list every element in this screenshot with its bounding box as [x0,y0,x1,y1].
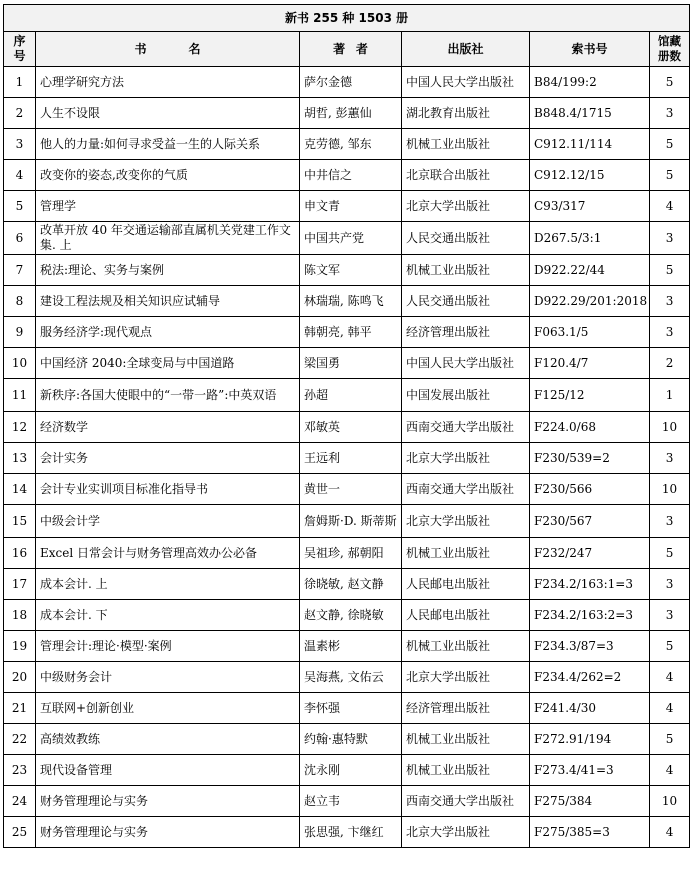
table-row [4,693,690,724]
cell-num: 21 [4,693,36,724]
cell-call-number: B84/199:2 [530,67,650,98]
cell-author: 温素彬 [300,631,402,662]
table-row [4,474,690,505]
cell-publisher: 机械工业出版社 [402,255,530,286]
cell-call-number: C93/317 [530,191,650,222]
cell-holdings: 5 [650,724,690,755]
cell-call-number: F234.3/87=3 [530,631,650,662]
cell-publisher: 北京大学出版社 [402,817,530,848]
cell-title: 经济数学 [36,412,300,443]
cell-publisher: 人民邮电出版社 [402,569,530,600]
cell-holdings: 5 [650,129,690,160]
cell-author: 赵文静, 徐晓敏 [300,600,402,631]
cell-num: 7 [4,255,36,286]
cell-title: 成本会计. 上 [36,569,300,600]
cell-author: 赵立韦 [300,786,402,817]
cell-publisher: 机械工业出版社 [402,631,530,662]
cell-author: 孙超 [300,379,402,412]
cell-holdings: 10 [650,474,690,505]
cell-num: 5 [4,191,36,222]
table-row [4,538,690,569]
cell-author: 吴祖珍, 郝朝阳 [300,538,402,569]
table-title: 新书 255 种 1503 册 [4,5,690,32]
cell-call-number: F273.4/41=3 [530,755,650,786]
table-row [4,98,690,129]
cell-publisher: 北京大学出版社 [402,191,530,222]
cell-author: 黄世一 [300,474,402,505]
cell-title: 财务管理理论与实务 [36,786,300,817]
cell-title: 互联网+创新创业 [36,693,300,724]
cell-publisher: 机械工业出版社 [402,724,530,755]
cell-num: 14 [4,474,36,505]
cell-author: 詹姆斯·D. 斯蒂斯 [300,505,402,538]
cell-title: 会计实务 [36,443,300,474]
cell-publisher: 北京大学出版社 [402,505,530,538]
table-row [4,817,690,848]
cell-call-number: F234.2/163:2=3 [530,600,650,631]
cell-holdings: 3 [650,505,690,538]
cell-call-number: F275/385=3 [530,817,650,848]
header-title: 书名 [36,32,300,67]
cell-author: 徐晓敏, 赵文静 [300,569,402,600]
cell-publisher: 机械工业出版社 [402,538,530,569]
new-books-table [3,4,690,848]
cell-num: 23 [4,755,36,786]
cell-author: 申文青 [300,191,402,222]
cell-num: 22 [4,724,36,755]
cell-call-number: D922.22/44 [530,255,650,286]
table-row [4,160,690,191]
table-row [4,569,690,600]
cell-publisher: 人民邮电出版社 [402,600,530,631]
cell-publisher: 北京联合出版社 [402,160,530,191]
table-row [4,443,690,474]
cell-title: 高绩效教练 [36,724,300,755]
cell-call-number: F125/12 [530,379,650,412]
cell-author: 李怀强 [300,693,402,724]
cell-num: 13 [4,443,36,474]
cell-author: 中井信之 [300,160,402,191]
cell-holdings: 3 [650,98,690,129]
cell-call-number: F241.4/30 [530,693,650,724]
cell-publisher: 西南交通大学出版社 [402,412,530,443]
cell-publisher: 中国人民大学出版社 [402,348,530,379]
cell-holdings: 5 [650,160,690,191]
cell-holdings: 5 [650,255,690,286]
cell-author: 王远利 [300,443,402,474]
cell-title: 中级财务会计 [36,662,300,693]
cell-call-number: F063.1/5 [530,317,650,348]
header-author: 著者 [300,32,402,67]
cell-holdings: 4 [650,662,690,693]
cell-num: 15 [4,505,36,538]
header-call-number: 索书号 [530,32,650,67]
table-row [4,286,690,317]
cell-call-number: F224.0/68 [530,412,650,443]
table-row [4,255,690,286]
cell-call-number: D922.29/201:2018 [530,286,650,317]
cell-num: 8 [4,286,36,317]
cell-publisher: 北京大学出版社 [402,443,530,474]
cell-holdings: 3 [650,569,690,600]
header-holdings: 馆藏册数 [650,32,690,67]
cell-holdings: 4 [650,755,690,786]
cell-author: 邓敏英 [300,412,402,443]
cell-num: 12 [4,412,36,443]
cell-title: 新秩序:各国大使眼中的“一带一路”:中英双语 [36,379,300,412]
cell-author: 胡哲, 彭蕙仙 [300,98,402,129]
table-row [4,379,690,412]
cell-holdings: 10 [650,412,690,443]
cell-call-number: F234.4/262=2 [530,662,650,693]
cell-call-number: D267.5/3:1 [530,222,650,255]
cell-author: 克劳德, 邹东 [300,129,402,160]
cell-title: 中级会计学 [36,505,300,538]
cell-title: 管理会计:理论·模型·案例 [36,631,300,662]
cell-num: 16 [4,538,36,569]
cell-publisher: 人民交通出版社 [402,222,530,255]
cell-holdings: 3 [650,222,690,255]
cell-title: 改变你的姿态,改变你的气质 [36,160,300,191]
cell-num: 25 [4,817,36,848]
cell-num: 11 [4,379,36,412]
table-row [4,786,690,817]
table-row [4,631,690,662]
cell-holdings: 5 [650,538,690,569]
table-row [4,755,690,786]
cell-publisher: 机械工业出版社 [402,755,530,786]
cell-title: 改革开放 40 年交通运输部直属机关党建工作文集. 上 [36,222,300,255]
cell-title: 服务经济学:现代观点 [36,317,300,348]
cell-publisher: 机械工业出版社 [402,129,530,160]
cell-title: 现代设备管理 [36,755,300,786]
cell-holdings: 3 [650,600,690,631]
table-row [4,129,690,160]
cell-title: Excel 日常会计与财务管理高效办公必备 [36,538,300,569]
table-body [4,67,690,848]
table-row [4,222,690,255]
cell-call-number: F230/567 [530,505,650,538]
cell-call-number: F230/539=2 [530,443,650,474]
table-row [4,600,690,631]
cell-call-number: F232/247 [530,538,650,569]
cell-title: 他人的力量:如何寻求受益一生的人际关系 [36,129,300,160]
cell-author: 沈永刚 [300,755,402,786]
cell-title: 财务管理理论与实务 [36,817,300,848]
cell-author: 韩朝亮, 韩平 [300,317,402,348]
table-row [4,191,690,222]
table-row [4,412,690,443]
cell-call-number: C912.12/15 [530,160,650,191]
table-row [4,317,690,348]
cell-author: 梁国勇 [300,348,402,379]
cell-holdings: 3 [650,286,690,317]
cell-title: 成本会计. 下 [36,600,300,631]
cell-num: 9 [4,317,36,348]
cell-holdings: 1 [650,379,690,412]
header-num: 序号 [4,32,36,67]
cell-holdings: 5 [650,67,690,98]
cell-publisher: 湖北教育出版社 [402,98,530,129]
cell-title: 建设工程法规及相关知识应试辅导 [36,286,300,317]
cell-publisher: 中国人民大学出版社 [402,67,530,98]
cell-num: 19 [4,631,36,662]
cell-publisher: 经济管理出版社 [402,693,530,724]
cell-call-number: F275/384 [530,786,650,817]
cell-call-number: F272.91/194 [530,724,650,755]
cell-num: 20 [4,662,36,693]
cell-holdings: 2 [650,348,690,379]
cell-publisher: 人民交通出版社 [402,286,530,317]
table-row [4,724,690,755]
cell-author: 张思强, 卞继红 [300,817,402,848]
cell-publisher: 西南交通大学出版社 [402,474,530,505]
cell-num: 10 [4,348,36,379]
table-row [4,662,690,693]
cell-holdings: 4 [650,191,690,222]
cell-holdings: 3 [650,317,690,348]
cell-author: 林瑞瑞, 陈鸣飞 [300,286,402,317]
cell-title: 税法:理论、实务与案例 [36,255,300,286]
cell-num: 18 [4,600,36,631]
cell-title: 心理学研究方法 [36,67,300,98]
cell-author: 中国共产党 [300,222,402,255]
cell-author: 约翰·惠特默 [300,724,402,755]
header-row [4,32,690,67]
cell-holdings: 5 [650,631,690,662]
cell-holdings: 4 [650,693,690,724]
cell-author: 陈文军 [300,255,402,286]
cell-title: 会计专业实训项目标准化指导书 [36,474,300,505]
cell-call-number: F230/566 [530,474,650,505]
cell-title: 中国经济 2040:全球变局与中国道路 [36,348,300,379]
cell-num: 4 [4,160,36,191]
cell-publisher: 中国发展出版社 [402,379,530,412]
cell-num: 17 [4,569,36,600]
cell-author: 萨尔金德 [300,67,402,98]
cell-num: 3 [4,129,36,160]
cell-num: 2 [4,98,36,129]
header-publisher: 出版社 [402,32,530,67]
cell-num: 6 [4,222,36,255]
table-row [4,67,690,98]
table-row [4,505,690,538]
cell-holdings: 3 [650,443,690,474]
cell-title: 人生不设限 [36,98,300,129]
cell-holdings: 10 [650,786,690,817]
cell-call-number: C912.11/114 [530,129,650,160]
cell-publisher: 北京大学出版社 [402,662,530,693]
cell-num: 24 [4,786,36,817]
table-row [4,348,690,379]
cell-title: 管理学 [36,191,300,222]
cell-call-number: F120.4/7 [530,348,650,379]
cell-call-number: B848.4/1715 [530,98,650,129]
cell-holdings: 4 [650,817,690,848]
cell-num: 1 [4,67,36,98]
cell-author: 吴海燕, 文佑云 [300,662,402,693]
cell-publisher: 经济管理出版社 [402,317,530,348]
cell-call-number: F234.2/163:1=3 [530,569,650,600]
cell-publisher: 西南交通大学出版社 [402,786,530,817]
